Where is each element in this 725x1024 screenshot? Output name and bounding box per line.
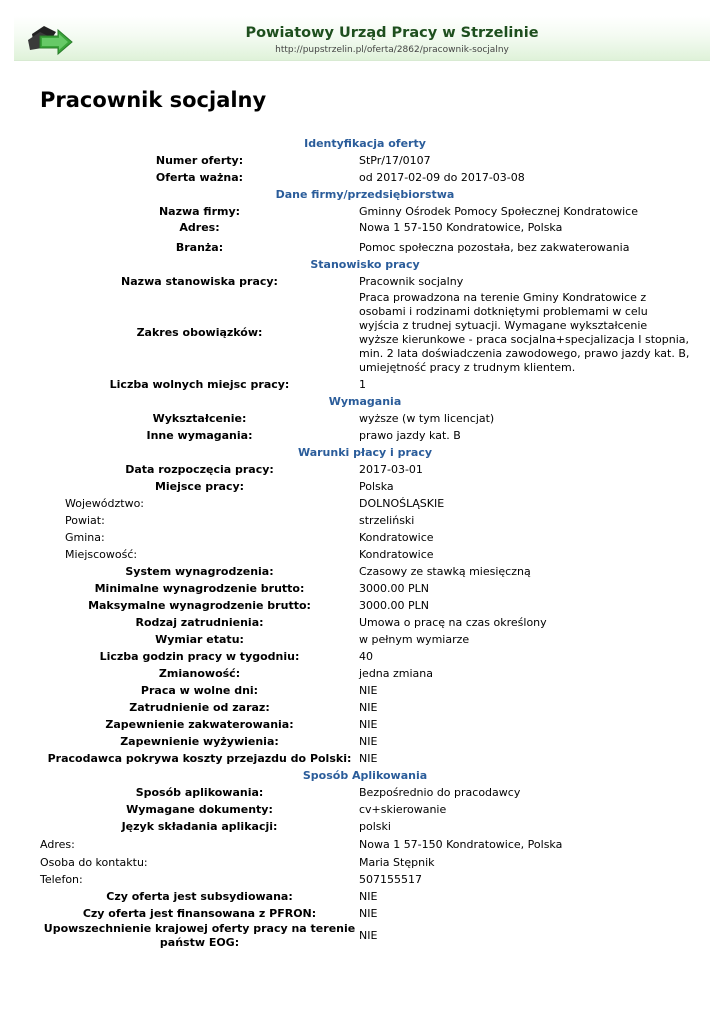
field-value: NIE xyxy=(359,717,378,731)
field-label: Sposób aplikowania: xyxy=(135,785,264,799)
field-label: Minimalne wynagrodzenie brutto: xyxy=(94,581,305,595)
field-row xyxy=(40,203,690,220)
field-label: Miejscowość: xyxy=(65,547,138,561)
field-value: Gminny Ośrodek Pomocy Społecznej Kondratowice xyxy=(359,204,638,218)
field-row xyxy=(40,152,690,169)
field-value: Polska xyxy=(359,479,394,493)
field-label: Wymiar etatu: xyxy=(155,632,244,646)
section-heading: Dane firmy/przedsiębiorstwa xyxy=(275,188,455,201)
field-row xyxy=(40,733,690,750)
field-label: Rodzaj zatrudnienia: xyxy=(135,615,264,629)
field-label: Nazwa firmy: xyxy=(158,204,241,218)
field-label: Numer oferty: xyxy=(155,153,244,167)
field-value: Kondratowice xyxy=(359,547,434,561)
page-title: Pracownik socjalny xyxy=(40,88,267,112)
field-value: NIE xyxy=(359,889,378,903)
section-heading: Identyfikacja oferty xyxy=(304,137,426,150)
field-row xyxy=(40,495,690,512)
section-heading: Stanowisko pracy xyxy=(310,258,420,271)
field-label: Praca w wolne dni: xyxy=(140,683,259,697)
field-row xyxy=(40,682,690,699)
field-value: Pracownik socjalny xyxy=(359,274,464,288)
field-value: od 2017-02-09 do 2017-03-08 xyxy=(359,170,525,184)
field-row xyxy=(40,563,690,580)
field-row xyxy=(40,665,690,682)
field-row xyxy=(40,546,690,563)
field-row xyxy=(40,597,690,614)
field-row xyxy=(40,631,690,648)
field-row xyxy=(40,169,690,186)
field-row xyxy=(40,854,690,871)
field-value: NIE xyxy=(359,929,378,942)
field-value: DOLNOŚLĄSKIE xyxy=(359,496,445,510)
field-row xyxy=(40,801,690,818)
field-label: Telefon: xyxy=(40,872,83,886)
field-row xyxy=(40,699,690,716)
field-label: Wymagane dokumenty: xyxy=(126,802,273,816)
field-value: 1 xyxy=(359,377,366,391)
field-label: Data rozpoczęcia pracy: xyxy=(125,462,274,476)
field-label: Liczba wolnych miejsc pracy: xyxy=(109,377,290,391)
field-value: jedna zmiana xyxy=(359,666,434,680)
field-value: StPr/17/0107 xyxy=(359,153,431,167)
section-heading: Wymagania xyxy=(328,395,402,408)
field-label: Zapewnienie zakwaterowania: xyxy=(105,717,294,731)
field-row xyxy=(40,376,690,393)
site-title: Powiatowy Urząd Pracy w Strzelinie xyxy=(245,25,539,41)
field-row xyxy=(40,905,690,922)
field-label: Czy oferta jest subsydiowana: xyxy=(106,889,293,903)
field-row xyxy=(40,512,690,529)
field-value: Czasowy ze stawką miesięczną xyxy=(359,564,531,578)
field-label: Zatrudnienie od zaraz: xyxy=(129,700,270,714)
field-label: Nazwa stanowiska pracy: xyxy=(121,274,278,288)
field-row xyxy=(40,410,690,427)
field-row xyxy=(40,716,690,733)
field-row xyxy=(40,580,690,597)
field-label: Zapewnienie wyżywienia: xyxy=(120,734,279,748)
field-value: strzeliński xyxy=(359,513,415,527)
field-label: Liczba godzin pracy w tygodniu: xyxy=(99,649,300,663)
field-label: Czy oferta jest finansowana z PFRON: xyxy=(82,906,317,920)
field-value: polski xyxy=(359,819,391,833)
field-row xyxy=(40,478,690,495)
field-value: 507155517 xyxy=(359,872,422,886)
field-row xyxy=(40,871,690,888)
field-value: NIE xyxy=(359,734,378,748)
field-row xyxy=(40,220,690,239)
field-value: 2017-03-01 xyxy=(359,462,423,476)
field-label: Województwo: xyxy=(65,496,145,510)
offer-details xyxy=(40,135,690,950)
field-label: System wynagrodzenia: xyxy=(125,564,274,578)
field-label: Branża: xyxy=(175,240,224,254)
field-label: Osoba do kontaktu: xyxy=(40,855,148,869)
field-value: wyższe (w tym licencjat) xyxy=(359,411,495,425)
field-row xyxy=(40,239,690,256)
field-value: 40 xyxy=(359,649,373,663)
field-value: Bezpośrednio do pracodawcy xyxy=(359,785,521,799)
field-row xyxy=(40,290,690,376)
field-label: Adres: xyxy=(40,837,75,851)
field-row xyxy=(40,888,690,905)
field-label: Wykształcenie: xyxy=(152,411,247,425)
field-row xyxy=(40,784,690,801)
field-row xyxy=(40,614,690,631)
field-label: Maksymalne wynagrodzenie brutto: xyxy=(88,598,311,612)
field-value: prawo jazdy kat. B xyxy=(359,428,461,442)
field-row xyxy=(40,835,690,854)
field-row xyxy=(40,648,690,665)
field-value: NIE xyxy=(359,683,378,697)
field-label: Oferta ważna: xyxy=(155,170,244,184)
site-header xyxy=(14,16,710,61)
field-value: Umowa o pracę na czas określony xyxy=(359,615,547,629)
field-value: Nowa 1 57-150 Kondratowice, Polska xyxy=(359,837,563,851)
field-label: Pracodawca pokrywa koszty przejazdu do Polski: xyxy=(47,751,352,765)
field-label: Upowszechnienie krajowej oferty pracy na terenie państw EOG: xyxy=(43,922,356,949)
field-label: Gmina: xyxy=(65,530,105,544)
field-row xyxy=(40,529,690,546)
field-label: Zakres obowiązków: xyxy=(136,326,263,339)
field-value: 3000.00 PLN xyxy=(359,598,429,612)
field-row xyxy=(40,750,690,767)
field-row xyxy=(40,818,690,835)
field-value: NIE xyxy=(359,700,378,714)
field-row xyxy=(40,922,690,950)
field-value: Pomoc społeczna pozostała, bez zakwaterowania xyxy=(359,240,630,254)
field-value: Maria Stępnik xyxy=(359,855,435,869)
field-value: Kondratowice xyxy=(359,530,434,544)
field-row xyxy=(40,273,690,290)
field-label: Inne wymagania: xyxy=(146,428,253,442)
site-url[interactable]: http://pupstrzelin.pl/oferta/2862/pracownik-socjalny xyxy=(275,45,509,55)
section-heading: Sposób Aplikowania xyxy=(302,769,428,782)
field-value: Praca prowadzona na terenie Gminy Kondratowice z osobami i rodzinami dotkniętymi problemami w celu wyjścia z trudnej sytuacji. Wymagane wykształcenie wyższe kierunkowe - praca socjalna+specjalizacja I stopnia, min. 2 lata doświadczenia zawodowego, prawo jazdy kat. B, umiejętność pracy z trudnym klientem. xyxy=(359,291,690,374)
field-label: Zmianowość: xyxy=(158,666,241,680)
field-value: Nowa 1 57-150 Kondratowice, Polska xyxy=(359,221,563,234)
field-value: NIE xyxy=(359,906,378,920)
field-value: NIE xyxy=(359,751,378,765)
field-label: Powiat: xyxy=(65,513,105,527)
section-heading: Warunki płacy i pracy xyxy=(297,446,433,459)
field-value: w pełnym wymiarze xyxy=(359,632,470,646)
field-label: Miejsce pracy: xyxy=(154,479,245,493)
field-value: cv+skierowanie xyxy=(359,802,447,816)
field-label: Adres: xyxy=(179,221,220,234)
field-row xyxy=(40,461,690,478)
field-value: 3000.00 PLN xyxy=(359,581,429,595)
field-label: Język składania aplikacji: xyxy=(121,819,278,833)
field-row xyxy=(40,427,690,444)
